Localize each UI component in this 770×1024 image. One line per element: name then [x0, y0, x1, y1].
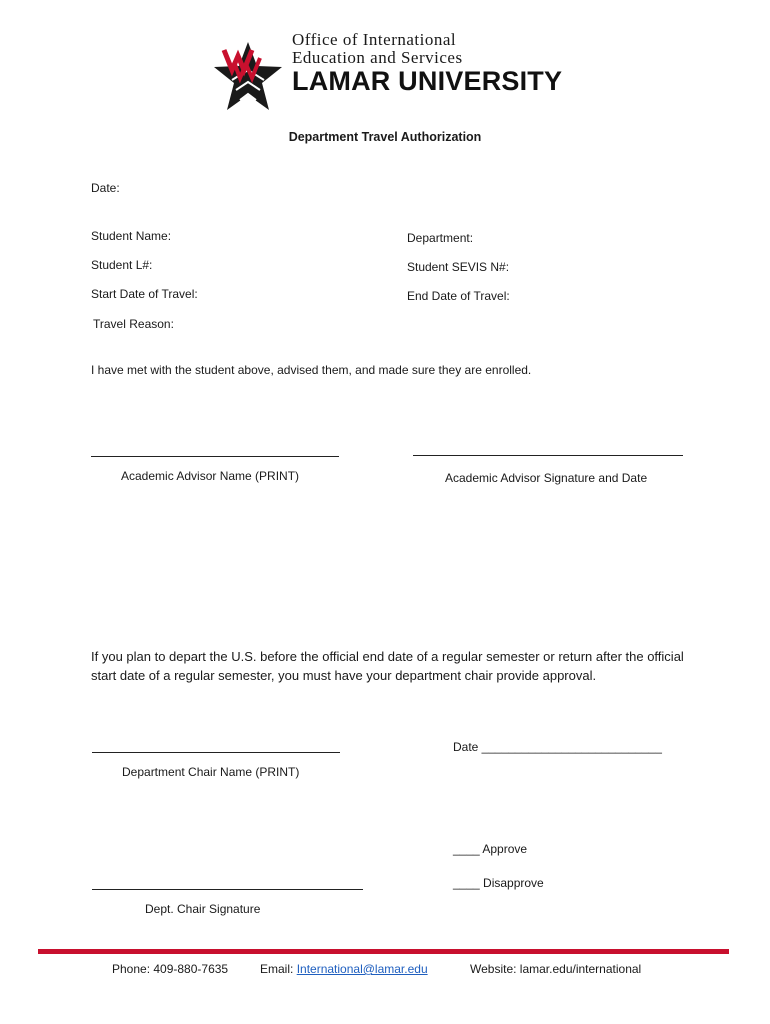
end-date-label: End Date of Travel:	[407, 289, 510, 303]
chair-name-label: Department Chair Name (PRINT)	[122, 765, 300, 779]
advisor-signature-line	[413, 455, 683, 456]
chair-name-line	[92, 752, 340, 753]
start-date-label: Start Date of Travel:	[91, 287, 198, 301]
disapprove-option: ____ Disapprove	[453, 876, 544, 890]
chair-approval-paragraph: If you plan to depart the U.S. before the official end date of a regular semester or return after the official start date of a regular semester, you must have your department chair provide approval.	[91, 649, 684, 683]
logo-office-line1: Office of International	[292, 30, 457, 49]
chair-signature-line	[92, 889, 363, 890]
logo-office-line2: Education and Services	[292, 48, 463, 67]
advisor-statement: I have met with the student above, advised them, and made sure they are enrolled.	[91, 363, 532, 377]
university-logo	[212, 28, 582, 120]
page-title: Department Travel Authorization	[288, 130, 482, 144]
footer-email	[260, 962, 428, 976]
advisor-name-label: Academic Advisor Name (PRINT)	[121, 469, 300, 483]
logo-university-name: LAMAR UNIVERSITY	[292, 66, 563, 96]
footer-email-link[interactable]: International@lamar.edu	[296, 962, 428, 976]
lamar-star-emblem-icon	[212, 40, 284, 118]
footer-divider	[38, 949, 729, 954]
footer-website: Website: lamar.edu/international	[470, 962, 642, 976]
student-sevis-label: Student SEVIS N#:	[407, 260, 510, 274]
footer-phone: Phone: 409-880-7635	[112, 962, 229, 976]
footer-email-prefix: Email:	[260, 962, 297, 976]
student-name-label: Student Name:	[91, 229, 172, 243]
approve-option: ____ Approve	[453, 842, 528, 856]
chair-date-label: Date ___________________________	[453, 740, 662, 754]
travel-reason-label: Travel Reason:	[93, 317, 174, 331]
department-label: Department:	[407, 231, 474, 245]
date-label: Date:	[91, 181, 120, 195]
student-l-label: Student L#:	[91, 258, 153, 272]
chair-signature-label: Dept. Chair Signature	[145, 902, 261, 916]
advisor-signature-label: Academic Advisor Signature and Date	[445, 471, 648, 485]
advisor-name-line	[91, 456, 339, 457]
